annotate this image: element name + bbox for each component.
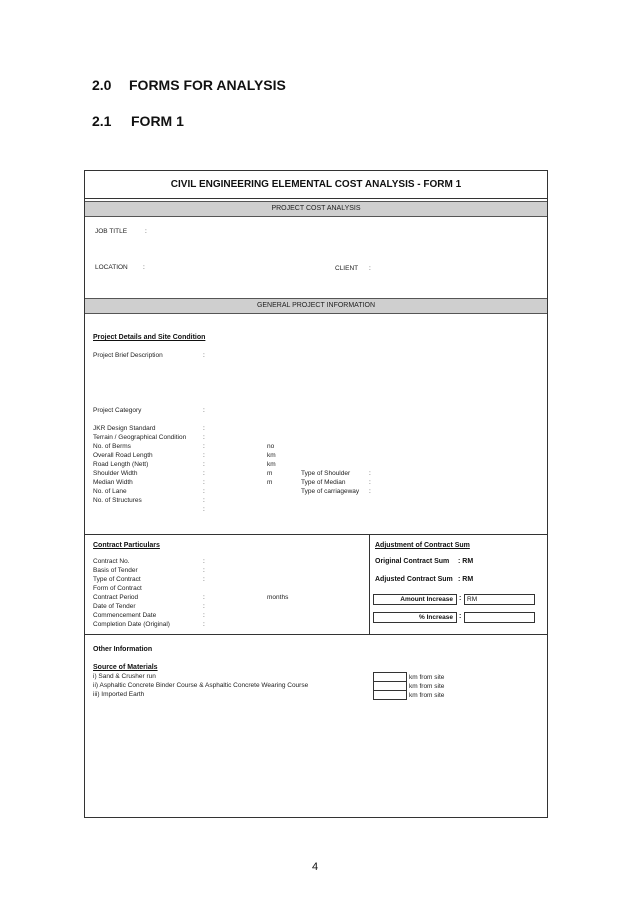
- colon: :: [203, 488, 205, 495]
- type-median-label: Type of Median: [301, 479, 346, 486]
- colon: :: [203, 612, 205, 619]
- terrain-label: Terrain / Geographical Condition: [93, 434, 187, 441]
- divider: [85, 634, 547, 635]
- contract-no-label: Contract No.: [93, 558, 130, 565]
- km-from-site-label: km from site: [409, 692, 445, 699]
- distance-input[interactable]: [373, 690, 407, 700]
- subsection-title: FORM 1: [131, 113, 184, 129]
- percent-increase-box: % Increase: [373, 612, 457, 623]
- original-sum-label: Original Contract Sum: [375, 558, 450, 565]
- divider: [85, 534, 547, 535]
- original-sum-rm: : RM: [458, 558, 474, 565]
- colon: :: [203, 407, 205, 414]
- colon: :: [203, 603, 205, 610]
- colon: :: [369, 488, 371, 495]
- no-berms-label: No. of Berms: [93, 443, 131, 450]
- client-colon: :: [369, 265, 371, 272]
- km-from-site-label: km from site: [409, 674, 445, 681]
- colon: :: [203, 567, 205, 574]
- material-item: ii) Asphaltic Concrete Binder Course & Asphaltic Concrete Wearing Course: [93, 682, 309, 689]
- colon: :: [459, 595, 462, 602]
- percent-increase-input[interactable]: [464, 612, 535, 623]
- unit-no: no: [267, 443, 275, 450]
- colon: :: [459, 613, 462, 620]
- adjustment-heading: Adjustment of Contract Sum: [375, 542, 470, 549]
- colon: :: [203, 425, 205, 432]
- section-title: FORMS FOR ANALYSIS: [129, 77, 286, 93]
- band-project-cost-analysis: PROJECT COST ANALYSIS: [85, 201, 547, 217]
- project-details-heading: Project Details and Site Condition: [93, 334, 206, 341]
- overall-road-length-label: Overall Road Length: [93, 452, 153, 459]
- source-materials-heading: Source of Materials: [93, 664, 158, 671]
- colon: :: [203, 470, 205, 477]
- location-colon: :: [143, 264, 145, 271]
- adjusted-sum-label: Adjusted Contract Sum: [375, 576, 453, 583]
- contract-particulars-heading: Contract Particulars: [93, 542, 160, 549]
- colon: :: [203, 506, 205, 513]
- job-title-label: JOB TITLE: [95, 228, 128, 235]
- client-label: CLIENT: [335, 265, 359, 272]
- form-title: CIVIL ENGINEERING ELEMENTAL COST ANALYSIS - FORM 1: [85, 171, 547, 199]
- other-info-heading: Other Information: [93, 646, 153, 653]
- project-brief-label: Project Brief Description: [93, 352, 163, 359]
- section-number: 2.0: [92, 77, 112, 93]
- subsection-number: 2.1: [92, 113, 112, 129]
- form-contract-label: Form of Contract: [93, 585, 142, 592]
- material-item: i) Sand & Crusher run: [93, 673, 156, 680]
- colon: :: [203, 461, 205, 468]
- colon: :: [203, 558, 205, 565]
- colon: :: [203, 434, 205, 441]
- colon: :: [203, 576, 205, 583]
- adjusted-sum-rm: : RM: [458, 576, 474, 583]
- colon: :: [369, 479, 371, 486]
- unit-m: m: [267, 479, 273, 486]
- colon: :: [203, 452, 205, 459]
- page-number: 4: [312, 861, 319, 873]
- band-general-project-information: GENERAL PROJECT INFORMATION: [85, 298, 547, 314]
- shoulder-width-label: Shoulder Width: [93, 470, 138, 477]
- colon: :: [203, 352, 205, 359]
- jkr-design-label: JKR Design Standard: [93, 425, 156, 432]
- no-lane-label: No. of Lane: [93, 488, 127, 495]
- type-carriageway-label: Type of carriageway: [301, 488, 360, 495]
- job-title-colon: :: [145, 228, 147, 235]
- type-contract-label: Type of Contract: [93, 576, 141, 583]
- completion-label: Completion Date (Original): [93, 621, 170, 628]
- colon: :: [369, 470, 371, 477]
- unit-km: km: [267, 461, 276, 468]
- colon: :: [203, 443, 205, 450]
- colon: :: [203, 479, 205, 486]
- date-tender-label: Date of Tender: [93, 603, 136, 610]
- location-label: LOCATION: [95, 264, 128, 271]
- type-shoulder-label: Type of Shoulder: [301, 470, 351, 477]
- km-from-site-label: km from site: [409, 683, 445, 690]
- commencement-label: Commencement Date: [93, 612, 157, 619]
- unit-km: km: [267, 452, 276, 459]
- road-length-nett-label: Road Length (Nett): [93, 461, 149, 468]
- colon: :: [203, 497, 205, 504]
- basis-tender-label: Basis of Tender: [93, 567, 138, 574]
- colon: :: [203, 621, 205, 628]
- contract-period-label: Contract Period: [93, 594, 139, 601]
- material-item: iii) Imported Earth: [93, 691, 145, 698]
- median-width-label: Median Width: [93, 479, 133, 486]
- form-1: [84, 170, 548, 818]
- amount-increase-box: Amount Increase: [373, 594, 457, 605]
- unit-m: m: [267, 470, 273, 477]
- months-label: months: [267, 594, 289, 601]
- colon: :: [203, 594, 205, 601]
- project-category-label: Project Category: [93, 407, 142, 414]
- amount-increase-input[interactable]: RM: [464, 594, 535, 605]
- divider: [369, 534, 370, 634]
- no-structures-label: No. of Structures: [93, 497, 142, 504]
